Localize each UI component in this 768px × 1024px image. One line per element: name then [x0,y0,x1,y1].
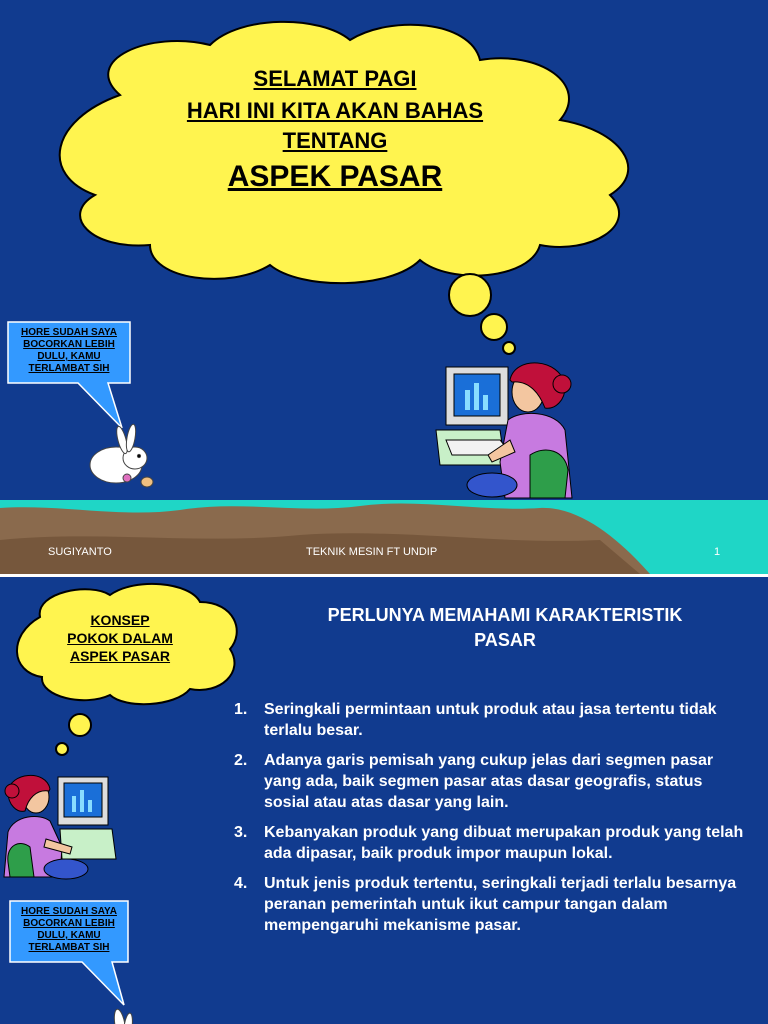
rabbit-icon [112,1008,134,1024]
list-item [234,750,744,813]
footer-author: SUGIYANTO [48,546,112,558]
footer-page-number: 1 [714,546,721,558]
concept-line-2: POKOK DALAM [67,630,173,646]
concept-line-1: KONSEP [90,612,150,628]
callout-line-4: TERLAMBAT SIH [28,942,110,953]
list-item-number: 2. [234,752,248,769]
slide-2-title [270,603,740,653]
title-line-1: PERLUNYA MEMAHAMI KARAKTERISTIK [327,605,683,625]
list-item-text: Adanya garis pemisah yang cukup jelas dari segmen pasar yang ada, baik segmen pasar atas dasar geografis, status sosial atau atas dasar yang lain. [264,752,714,811]
cloud-line-3: TENTANG [282,128,388,153]
cloud-line-4: ASPEK PASAR [227,160,443,193]
list-item-number: 4. [234,875,248,892]
cloud-line-2: HARI INI KITA AKAN BAHAS [186,98,484,123]
callout-line-1: HORE SUDAH SAYA [21,327,117,338]
callout-line-4: TERLAMBAT SIH [28,363,110,374]
thought-cloud [17,584,237,755]
callout-line-3: DULU, KAMU [37,351,101,362]
callout-line-1: HORE SUDAH SAYA [21,906,117,917]
callout-line-2: BOCORKAN LEBIH [23,918,115,929]
mountain-banner [0,500,768,574]
list-item-text: Seringkali permintaan untuk produk atau jasa tertentu tidak terlalu besar. [264,701,717,739]
slide-2 [0,577,768,1024]
concept-line-3: ASPEK PASAR [69,648,171,664]
list-item-number: 3. [234,824,248,841]
cloud-line-1: SELAMAT PAGI [253,66,417,91]
list-item-text: Untuk jenis produk tertentu, seringkali terjadi terlalu besarnya peranan pemerintah untuk ikut campur tangan dalam mempengaruhi mekanisme pasar. [264,875,737,934]
woman-at-computer-icon [436,363,572,498]
callout-text [10,906,128,954]
characteristics-list [234,699,744,945]
callout-text [8,327,130,375]
footer-department: TEKNIK MESIN FT UNDIP [306,546,438,558]
list-item [234,822,744,864]
list-item-number: 1. [234,701,248,718]
list-item [234,873,744,936]
callout-line-2: BOCORKAN LEBIH [23,339,115,350]
list-item [234,699,744,741]
title-line-2: PASAR [474,630,536,650]
woman-at-computer-icon [4,775,116,879]
list-item-text: Kebanyakan produk yang dibuat merupakan produk yang telah ada dipasar, baik produk impor maupun lokal. [264,824,744,862]
rabbit-icon [90,424,153,487]
concept-cloud-text [40,611,200,665]
callout-line-3: DULU, KAMU [37,930,101,941]
